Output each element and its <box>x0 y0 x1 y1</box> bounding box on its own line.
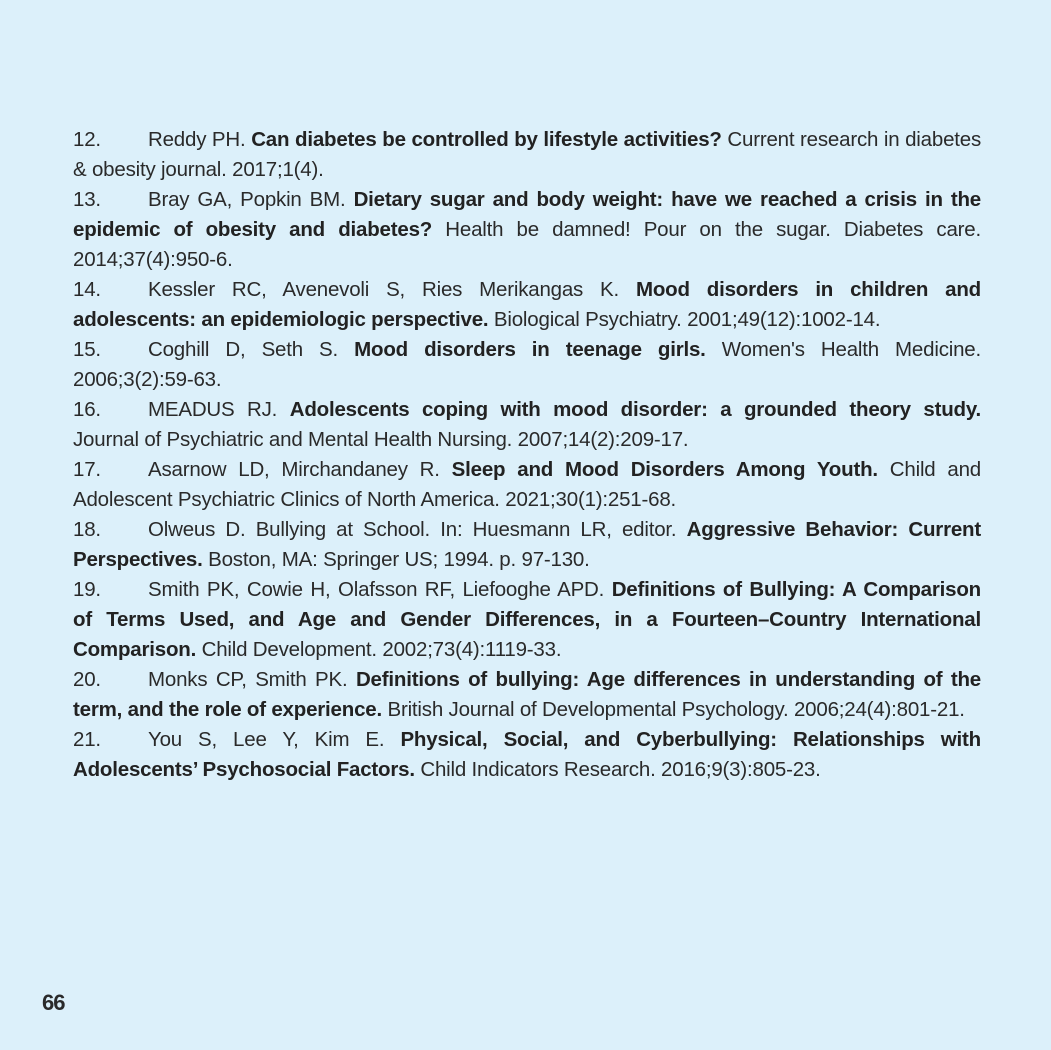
reference-title: Can diabetes be controlled by lifestyle activities? <box>251 128 722 151</box>
reference-item <box>73 665 981 725</box>
reference-source: British Journal of Developmental Psychology. 2006;24(4):801-21. <box>387 698 965 721</box>
page-number: 66 <box>42 990 65 1015</box>
reference-item <box>73 125 981 185</box>
reference-item <box>73 395 981 455</box>
reference-title: Definitions of Bullying: A Comparison of Terms Used, and Age and Gender Differences, in a Fourteen–Country International Comparison. <box>73 578 981 661</box>
reference-source: Biological Psychiatry. 2001;49(12):1002-14. <box>493 308 881 331</box>
reference-title: Sleep and Mood Disorders Among Youth. <box>451 458 878 481</box>
reference-title: Mood disorders in teenage girls. <box>354 338 706 361</box>
reference-number: 14. <box>73 278 101 301</box>
reference-number: 16. <box>73 398 101 421</box>
reference-authors: Monks CP, Smith PK. <box>148 668 348 691</box>
reference-number: 17. <box>73 458 101 481</box>
reference-item <box>73 185 981 275</box>
reference-title: Physical, Social, and Cyberbullying: Relationships with Adolescents’ Psychosocial Factors. <box>73 728 981 781</box>
reference-source: Boston, MA: Springer US; 1994. p. 97-130. <box>208 548 590 571</box>
reference-number: 20. <box>73 668 101 691</box>
reference-authors: Reddy PH. <box>148 128 246 151</box>
reference-title: Dietary sugar and body weight: have we reached a crisis in the epidemic of obesity and diabetes? <box>73 188 981 241</box>
reference-source: Journal of Psychiatric and Mental Health Nursing. 2007;14(2):209-17. <box>73 428 689 451</box>
reference-title: Aggressive Behavior: Current Perspectives. <box>73 518 982 571</box>
reference-item <box>73 455 981 515</box>
reference-source: Current research in diabetes & obesity journal. 2017;1(4). <box>73 128 982 181</box>
reference-authors: Kessler RC, Avenevoli S, Ries Merikangas K. <box>148 278 620 301</box>
reference-source: Child Development. 2002;73(4):1119-33. <box>201 638 562 661</box>
reference-number: 18. <box>73 518 101 541</box>
reference-authors: Smith PK, Cowie H, Olafsson RF, Liefooghe APD. <box>148 578 605 601</box>
reference-authors: Olweus D. Bullying at School. In: Huesmann LR, editor. <box>148 518 677 541</box>
reference-authors: MEADUS RJ. <box>148 398 278 421</box>
reference-title: Adolescents coping with mood disorder: a grounded theory study. <box>289 398 982 421</box>
reference-authors: Asarnow LD, Mirchandaney R. <box>148 458 440 481</box>
reference-number: 12. <box>73 128 101 151</box>
reference-number: 15. <box>73 338 101 361</box>
reference-source: Women's Health Medicine. 2006;3(2):59-63. <box>73 338 981 391</box>
reference-number: 13. <box>73 188 101 211</box>
reference-source: Child and Adolescent Psychiatric Clinics of North America. 2021;30(1):251-68. <box>73 458 981 511</box>
reference-item <box>73 725 981 785</box>
reference-authors: Coghill D, Seth S. <box>148 338 339 361</box>
reference-authors: You S, Lee Y, Kim E. <box>148 728 385 751</box>
reference-number: 21. <box>73 728 101 751</box>
reference-authors: Bray GA, Popkin BM. <box>148 188 346 211</box>
reference-source: Health be damned! Pour on the sugar. Diabetes care. 2014;37(4):950-6. <box>73 218 981 271</box>
reference-title: Mood disorders in children and adolescents: an epidemiologic perspective. <box>73 278 982 331</box>
reference-source: Child Indicators Research. 2016;9(3):805-23. <box>420 758 821 781</box>
reference-title: Definitions of bullying: Age differences in understanding of the term, and the role of experience. <box>73 668 982 721</box>
reference-item <box>73 335 981 395</box>
reference-item <box>73 275 981 335</box>
reference-item <box>73 515 981 575</box>
reference-number: 19. <box>73 578 101 601</box>
reference-list <box>73 125 981 785</box>
reference-item <box>73 575 981 665</box>
